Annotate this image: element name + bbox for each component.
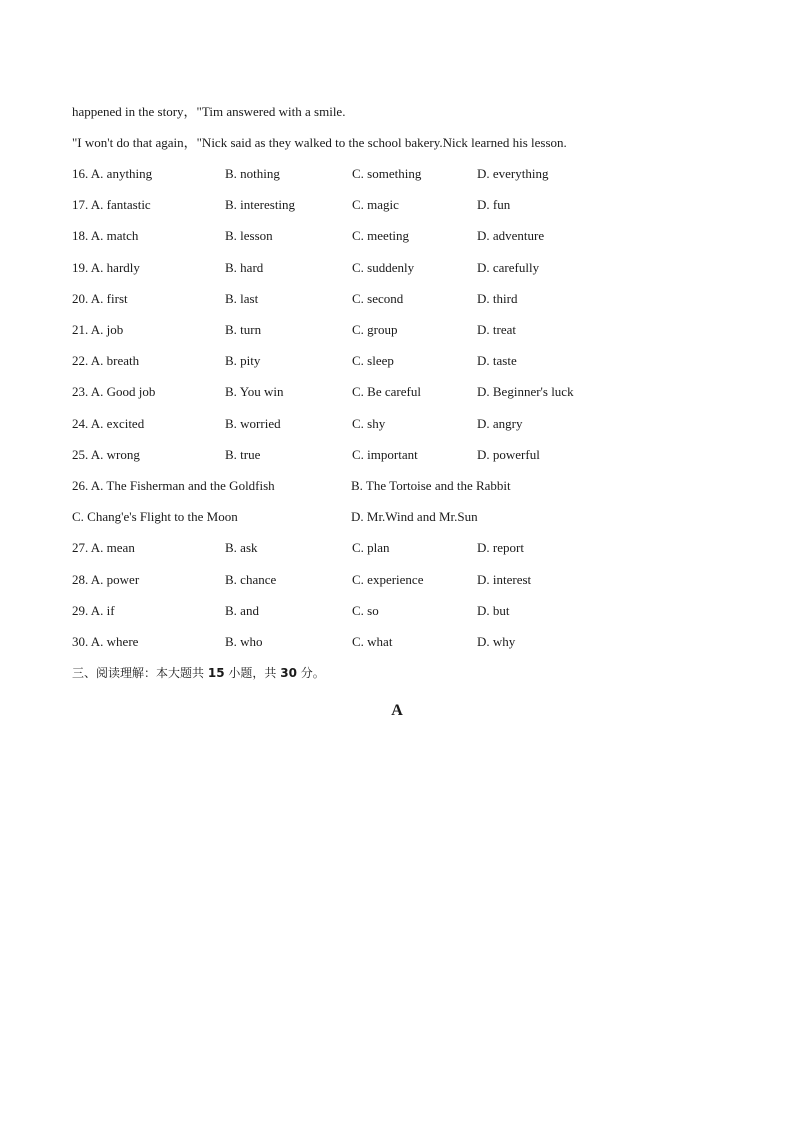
question-28 [72,572,722,588]
option-b: B. and [225,603,259,618]
option-a: 28. A. power [72,572,140,587]
option-c: C. so [352,603,379,618]
question-25 [72,447,722,463]
option-b: B. You win [225,384,284,399]
option-d: D. adventure [477,228,545,243]
option-d: D. taste [477,353,517,368]
option-d: D. third [477,291,518,306]
option-c: C. second [352,291,404,306]
option-a: 29. A. if [72,603,115,618]
option-d: D. why [477,634,516,649]
option-d: D. interest [477,572,532,587]
option-a: 18. A. match [72,228,139,243]
option-a: 26. A. The Fisherman and the Goldfish [72,478,275,493]
option-c: C. plan [352,540,390,555]
section-heading-prefix: 三、阅读理解：本大题共 [72,666,205,680]
option-d: D. report [477,540,524,555]
total-score: 30 [280,666,297,680]
option-c: C. shy [352,416,386,431]
question-23 [72,384,722,400]
option-b: B. lesson [225,228,273,243]
option-a: 22. A. breath [72,353,140,368]
question-21 [72,322,722,338]
option-d: D. powerful [477,447,540,462]
option-d: D. carefully [477,260,540,275]
question-26 [72,478,722,494]
question-18 [72,228,722,244]
option-a: 20. A. first [72,291,128,306]
option-d: D. angry [477,416,523,431]
option-b: B. hard [225,260,264,275]
option-b: B. interesting [225,197,296,212]
option-b: B. worried [225,416,281,431]
option-c: C. experience [352,572,424,587]
option-d: D. fun [477,197,511,212]
option-b: B. who [225,634,263,649]
option-a: 21. A. job [72,322,124,337]
question-30 [72,634,722,650]
question-count: 15 [207,666,225,680]
option-b: B. true [225,447,261,462]
option-b: B. ask [225,540,258,555]
passage-line-2: "I won't do that again，"Nick said as they walked to the school bakery.Nick learned his lesson. [72,135,567,150]
option-a: 27. A. mean [72,540,135,555]
option-c: C. what [352,634,393,649]
option-a: 30. A. where [72,634,139,649]
question-26-continued [72,509,722,525]
question-17 [72,197,722,213]
question-20 [72,291,722,307]
question-27 [72,540,722,556]
section-heading [72,665,325,681]
option-b: B. turn [225,322,262,337]
question-29 [72,603,722,619]
option-b: B. The Tortoise and the Rabbit [351,478,511,493]
option-d: D. Beginner's luck [477,384,574,399]
question-16 [72,166,722,182]
option-b: B. chance [225,572,277,587]
option-c: C. suddenly [352,260,415,275]
option-c: C. Chang'e's Flight to the Moon [72,509,238,524]
question-19 [72,260,722,276]
option-c: C. magic [352,197,399,212]
question-22 [72,353,722,369]
option-d: D. Mr.Wind and Mr.Sun [351,509,478,524]
passage-line-1: happened in the story，"Tim answered with a smile. [72,104,346,119]
option-d: D. treat [477,322,516,337]
option-a: 19. A. hardly [72,260,140,275]
option-c: C. something [352,166,422,181]
section-heading-suffix: 分。 [300,666,325,680]
section-heading-mid: 小题，共 [228,666,277,680]
option-c: C. sleep [352,353,394,368]
question-24 [72,416,722,432]
option-a: 25. A. wrong [72,447,140,462]
option-b: B. pity [225,353,261,368]
option-d: D. but [477,603,510,618]
option-a: 16. A. anything [72,166,153,181]
option-d: D. everything [477,166,549,181]
option-c: C. meeting [352,228,410,243]
passage-letter: A [391,702,403,719]
option-a: 24. A. excited [72,416,145,431]
option-b: B. nothing [225,166,280,181]
option-c: C. important [352,447,418,462]
option-c: C. group [352,322,398,337]
option-a: 23. A. Good job [72,384,156,399]
option-b: B. last [225,291,259,306]
option-a: 17. A. fantastic [72,197,151,212]
option-c: C. Be careful [352,384,421,399]
